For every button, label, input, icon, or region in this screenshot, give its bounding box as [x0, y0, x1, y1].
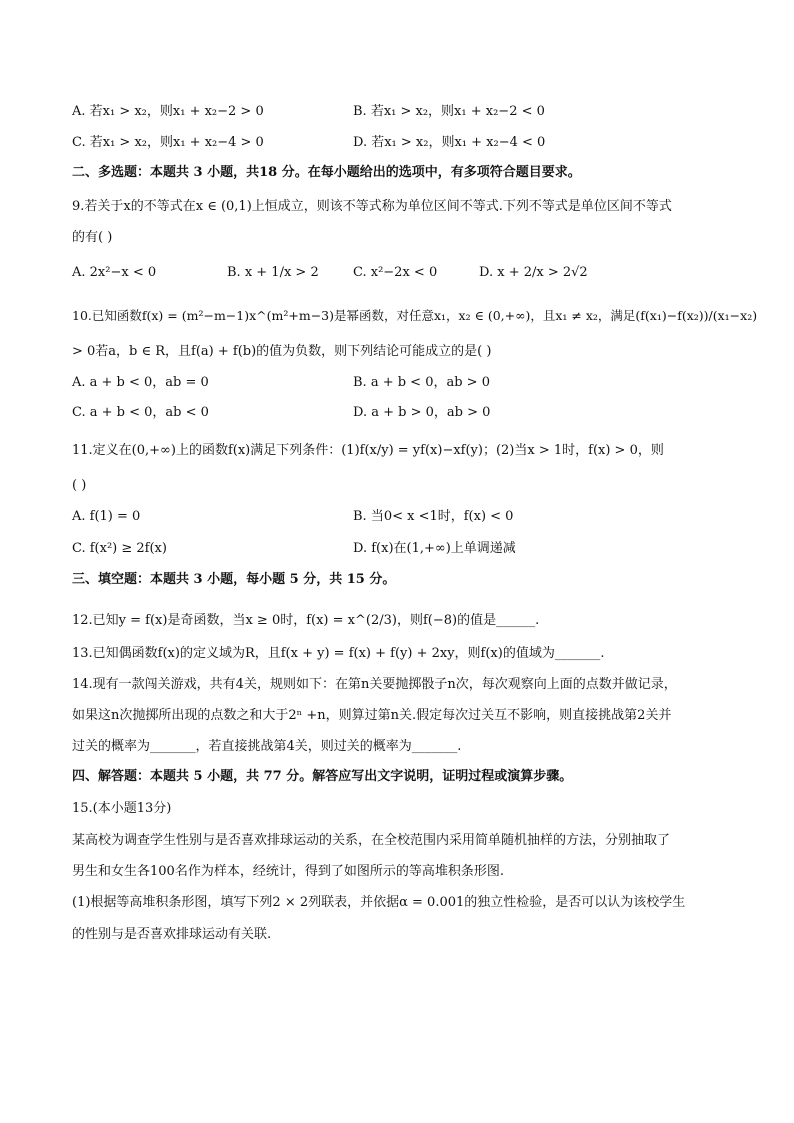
q9-option-a: A. 2x²−x < 0 [72, 265, 157, 280]
q11-stem-line1: 11.定义在(0,+∞)上的函数f(x)满足下列条件：(1)f(x/y) = yf(x)−xf(y)；(2)当x > 1时，f(x) > 0，则 [72, 443, 664, 458]
section-heading-multiple-choice: 二、多选题：本题共 3 小题，共18 分。在每小题给出的选项中，有多项符合题目要求。 [72, 165, 581, 180]
q15-line1: 某高校为调查学生性别与是否喜欢排球运动的关系，在全校范围内采用简单随机抽样的方法，分别抽取了 [72, 833, 671, 848]
q14-line1: 14.现有一款闯关游戏，共有4关，规则如下：在第n关要抛掷骰子n次，每次观察向上面的点数并做记录， [72, 677, 677, 692]
q10-stem-line1: 10.已知函数f(x) = (m²−m−1)x^(m²+m−3)是幂函数，对任意x₁，x₂ ∈ (0,+∞)，且x₁ ≠ x₂，满足(f(x₁)−f(x₂))/(x₁−x₂) [72, 308, 758, 323]
q10-option-b: B. a + b < 0，ab > 0 [353, 375, 490, 390]
q10-option-a: A. a + b < 0，ab = 0 [72, 375, 209, 390]
q15-line2: 男生和女生各100名作为样本，经统计，得到了如图所示的等高堆积条形图. [72, 864, 504, 879]
q9-option-b: B. x + 1/x > 2 [227, 265, 319, 280]
section-heading-solutions: 四、解答题：本题共 5 小题，共 77 分。解答应写出文字说明，证明过程或演算步骤。 [72, 769, 573, 784]
q15-header: 15.(本小题13分) [72, 801, 172, 816]
q8-option-c: C. 若x₁ > x₂，则x₁ + x₂−4 > 0 [72, 135, 264, 150]
q9-stem-line1: 9.若关于x的不等式在x ∈ (0,1)上恒成立，则该不等式称为单位区间不等式.下列不等式是单位区间不等式 [72, 199, 672, 214]
section-heading-fill-in: 三、填空题：本题共 3 小题，每小题 5 分，共 15 分。 [72, 572, 396, 587]
q9-stem-line2: 的有( ) [72, 230, 113, 245]
q14-line3: 过关的概率为_______，若直接挑战第4关，则过关的概率为_______. [72, 739, 462, 754]
q10-option-d: D. a + b > 0，ab > 0 [353, 405, 491, 420]
q10-option-c: C. a + b < 0，ab < 0 [72, 405, 209, 420]
q13: 13.已知偶函数f(x)的定义域为R，且f(x + y) = f(x) + f(y) + 2xy，则f(x)的值域为_______. [72, 646, 605, 661]
q11-option-b: B. 当0< x <1时，f(x) < 0 [353, 509, 514, 524]
q15-line3: (1)根据等高堆积条形图，填写下列2 × 2列联表，并依据α = 0.001的独立性检验，是否可以认为该校学生 [72, 895, 686, 910]
q11-option-d: D. f(x)在(1,+∞)上单调递减 [353, 541, 516, 556]
q8-option-d: D. 若x₁ > x₂，则x₁ + x₂−4 < 0 [353, 135, 546, 150]
q14-line2: 如果这n次抛掷所出现的点数之和大于2ⁿ +n，则算过第n关.假定每次过关互不影响，则直接挑战第2关并 [72, 708, 672, 723]
q9-option-d: D. x + 2/x > 2√2 [479, 265, 588, 280]
q11-option-a: A. f(1) = 0 [72, 509, 141, 524]
q11-option-c: C. f(x²) ≥ 2f(x) [72, 541, 167, 556]
q12: 12.已知y = f(x)是奇函数，当x ≥ 0时，f(x) = x^(2/3)，则f(−8)的值是______. [72, 613, 540, 628]
q11-stem-line2: ( ) [72, 478, 87, 493]
q8-option-a: A. 若x₁ > x₂，则x₁ + x₂−2 > 0 [72, 104, 264, 119]
q9-option-c: C. x²−2x < 0 [353, 265, 438, 280]
q8-option-b: B. 若x₁ > x₂，则x₁ + x₂−2 < 0 [353, 104, 545, 119]
q15-line4: 的性别与是否喜欢排球运动有关联. [72, 927, 272, 942]
q10-stem-line2: > 0若a，b ∈ R，且f(a) + f(b)的值为负数，则下列结论可能成立的是( ) [72, 344, 492, 359]
